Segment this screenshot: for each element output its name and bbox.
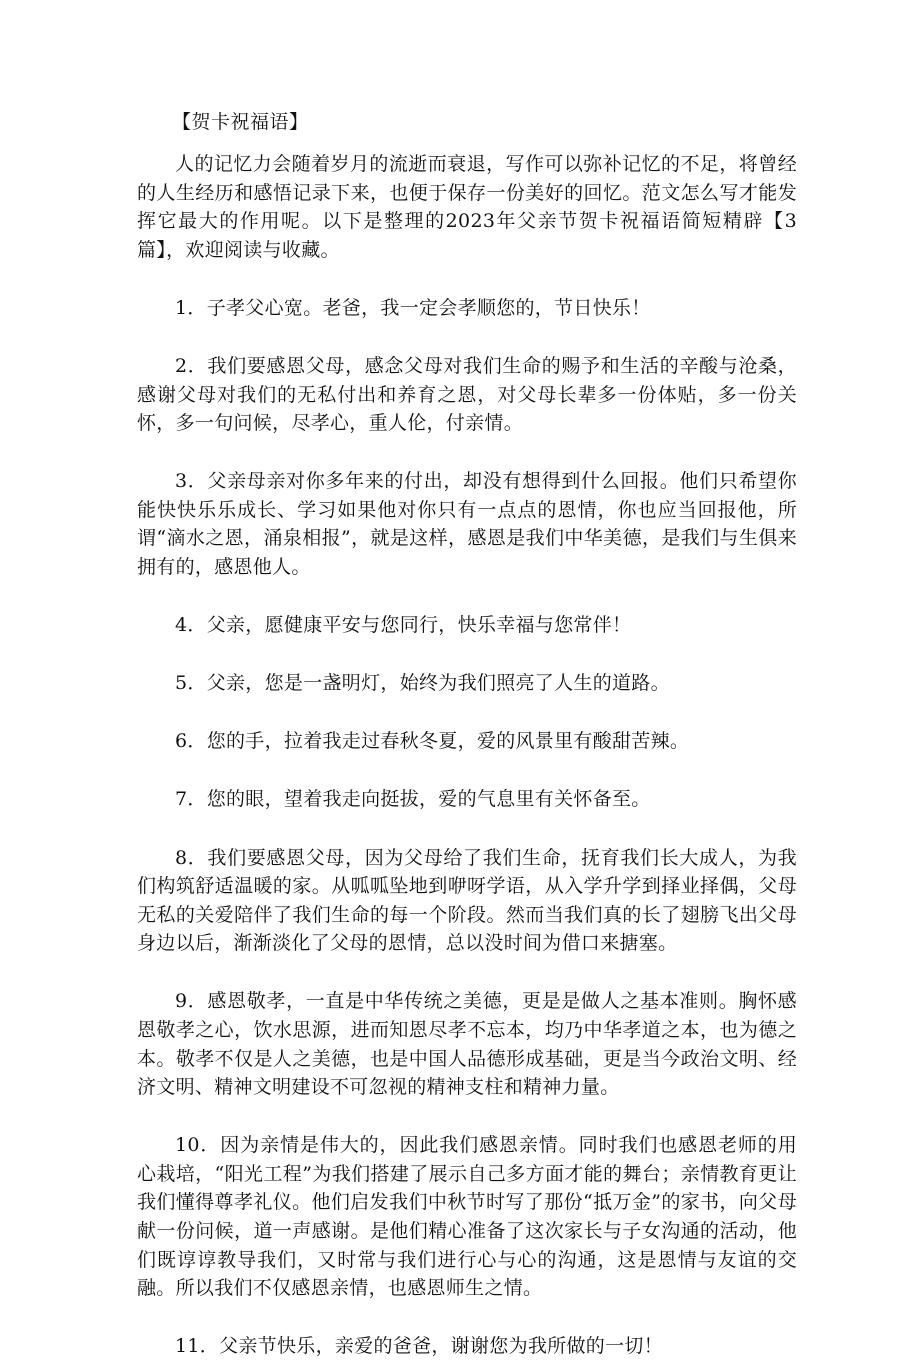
list-item: 7．您的眼，望着我走向挺拔，爱的气息里有关怀备至。 xyxy=(175,788,651,811)
list-item: 10．因为亲情是伟大的，因此我们感恩亲情。同时我们也感恩老师的用心栽培，“阳光工程”为我们搭建了展示自己多方面才能的舞台；亲情教育更让我们懂得尊孝礼仪。他们启发我们中秋节时写了那份“抵万金”的家书，向父母献一份问候，道一声感谢。是他们精心准备了这次家长与子女沟通的活动，他们既谆谆教导我们，又时常与我们进行心与心的沟通，这是恩情与友谊的交融。所以我们不仅感恩亲情，也感恩师生之情。 xyxy=(137,1134,797,1300)
document-body xyxy=(137,150,797,1361)
list-item: 1．子孝父心宽。老爸，我一定会孝顺您的，节日快乐！ xyxy=(175,296,651,319)
document-heading: 【贺卡祝福语】 xyxy=(172,111,309,133)
list-item: 9．感恩敬孝，一直是中华传统之美德，更是是做人之基本准则。胸怀感恩敬孝之心，饮水思源，进而知恩尽孝不忘本，均乃中华孝道之本，也为德之本。敬孝不仅是人之美德，也是中国人品德形成基础，更是当今政治文明、经济文明、精神文明建设不可忽视的精神支柱和精神力量。 xyxy=(137,990,797,1099)
intro-paragraph: 人的记忆力会随着岁月的流逝而衰退，写作可以弥补记忆的不足，将曾经的人生经历和感悟记录下来，也便于保存一份美好的回忆。范文怎么写才能发挥它最大的作用呢。以下是整理的2023年父亲节贺卡祝福语简短精辟【3篇】，欢迎阅读与收藏。 xyxy=(137,153,797,261)
list-item: 2．我们要感恩父母，感念父母对我们生命的赐予和生活的辛酸与沧桑，感谢父母对我们的无私付出和养育之恩，对父母长辈多一份体贴，多一份关怀，多一句问候，尽孝心，重人伦，付亲情。 xyxy=(137,354,797,435)
list-item: 5．父亲，您是一盏明灯，始终为我们照亮了人生的道路。 xyxy=(175,672,670,695)
list-item: 11．父亲节快乐，亲爱的爸爸，谢谢您为我所做的一切！ xyxy=(175,1335,663,1358)
list-item: 3．父亲母亲对你多年来的付出，却没有想得到什么回报。他们只希望你能快快乐乐成长、学习如果他对你只有一点点的恩情，你也应当回报他，所谓“滴水之恩，涌泉相报”，就是这样，感恩是我们中华美德，是我们与生俱来拥有的，感恩他人。 xyxy=(137,470,797,579)
list-item: 4．父亲，愿健康平安与您同行，快乐幸福与您常伴！ xyxy=(175,614,632,637)
list-item: 6．您的手，拉着我走过春秋冬夏，爱的风景里有酸甜苦辣。 xyxy=(175,730,690,753)
list-item: 8．我们要感恩父母，因为父母给了我们生命，抚育我们长大成人，为我们构筑舒适温暖的家。从呱呱坠地到咿呀学语，从入学升学到择业择偶，父母无私的关爱陪伴了我们生命的每一个阶段。然而当我们真的长了翅膀飞出父母身边以后，渐渐淡化了父母的恩情，总以没时间为借口来搪塞。 xyxy=(137,846,797,955)
